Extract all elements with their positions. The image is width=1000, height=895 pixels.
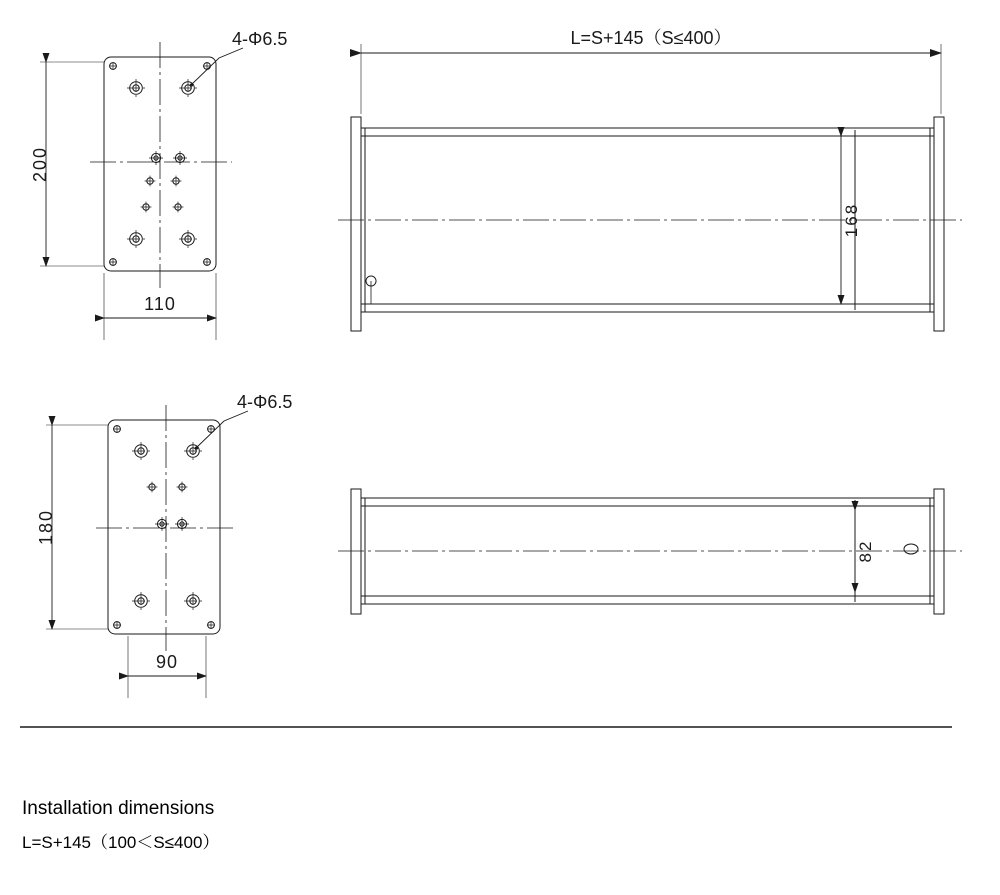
label-dim-82: 82: [856, 539, 875, 563]
view-top-left-flange: [40, 42, 243, 340]
caption-formula: L=S+145（100＜S≤400）: [22, 833, 220, 852]
view-top-right-side: [338, 44, 962, 331]
label-dim-200: 200: [30, 145, 50, 183]
label-length-formula: L=S+145（S≤400）: [570, 28, 732, 48]
label-dim-90: 90: [155, 652, 179, 672]
caption-title: Installation dimensions: [22, 798, 215, 819]
label-hole-callout-top: 4-Φ6.5: [232, 29, 288, 49]
label-dim-110: 110: [144, 294, 176, 314]
view-bottom-left-flange: [46, 405, 248, 698]
label-hole-callout-bottom: 4-Φ6.5: [237, 392, 293, 412]
label-dim-180: 180: [36, 508, 56, 546]
label-dim-168: 168: [842, 202, 861, 238]
